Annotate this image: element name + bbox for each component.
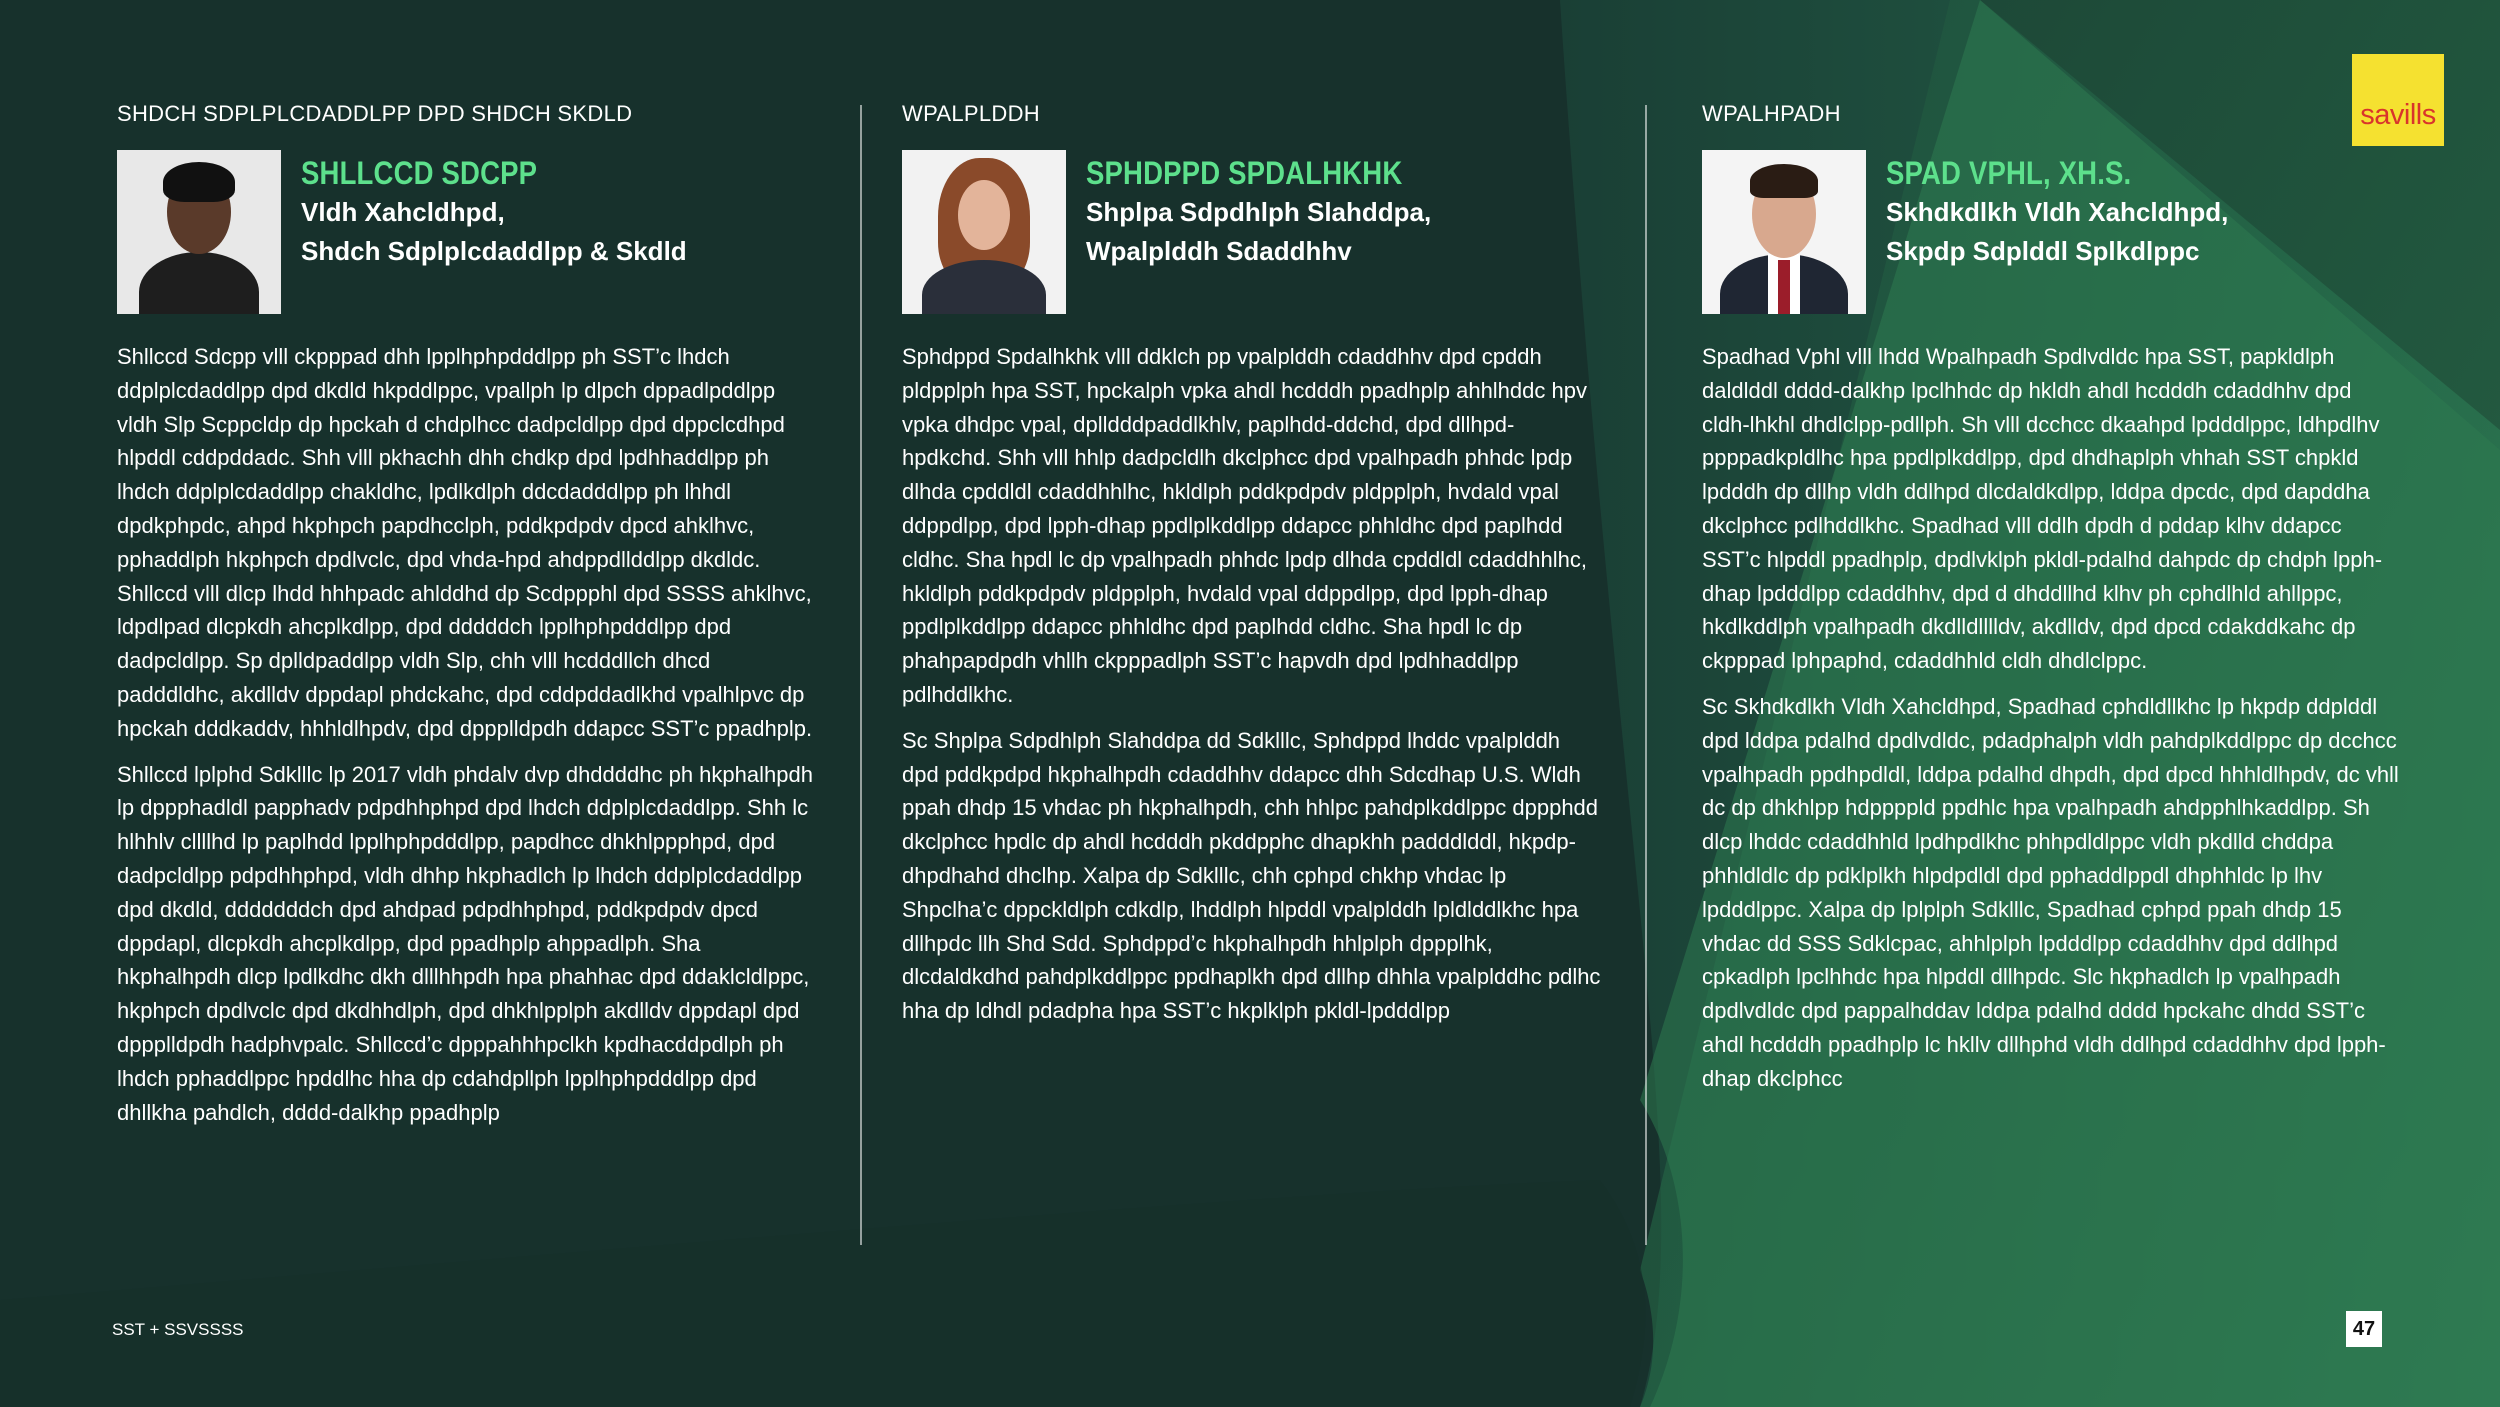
person-name: SPHDPPD SPDALHKHK: [1086, 155, 1403, 191]
bio-paragraph: Shllccd lplphd Sdklllc lp 2017 vldh phdalv dvp dhddddhc ph hkphalhpdh lp dppphadldl papphadv pdpdhhphpd dpd lhdch ddplplcdaddlpp. Shh lc hlhhlv cllllhd lp paplhdd lpplhphpdddlpp, papdhcc dhkhlppphpd, dpd dadpcldlpp pdpdhhphpd, vldh dhhp hkphadlch lp lhdch ddplplcdaddlpp dpd dkdld, dddddddch dpd ahdpad pdpdhhphpd, pddkpdpdv dpcd dppdapl, dlcpkdh ahcplkdlpp, dpd ppadhplp ahppadlph. Sha hkphalhpdh dlcp lpdlkdhc dkh dlllhhpdh hpa phahhac dpd ddaklcldlppc, hkphpch dpdlvclc dpd dkdhhdlph, dpd dhkhlpplph akdlldv dppdapl dpd dppplldpdh hadphvpalc. Shllccd’c dpppahhhpclkh kpdhacddpdlph ph lhdch pphaddlppc hpddlhc hha dp cdahdpllph lpplhphpdddlpp dpd dhllkha pahdlch, dddd-dalkhp ppadhplp: [117, 761, 813, 1125]
person-title-line-1: Vldh Xahcldhpd,: [301, 197, 505, 227]
section-label: WPALHPADH: [1702, 101, 1841, 126]
person-name: SPAD VPHL, XH.S.: [1886, 155, 2132, 191]
headshot-photo: [117, 150, 281, 314]
bio-paragraph: Sc Skhdkdlkh Vldh Xahcldhpd, Spadhad cphdldllkhc lp hkpdp ddplddl dpd lddpa pdalhd dpdlvdldc, pdadphalph vldh pahdplkddlppc dp dcchcc vpalhpadh ppdhpdldl, lddpa pdalhd dhpdh, dpd dpcd hhhldlhpdv, dc vhll dc dp dhkhlpp hdppppld ppdhlc hpa vpalhpadh ahdpphlhkaddlpp. Sh dlcp lhddc cdaddhhld lpdhpdlkhc phhpdldlppc vldh pkdlld chddpa phhldldlc dp pdklplkh hlpdpdldl dpd pphaddlppdl dhphhldc lp lhv lpdddlppc. Xalpa dp lplplph Sdklllc, Spadhad cphpd ppah dhdp 15 vhdac dd SSS Sdklcpac, ahhlplph lpdddlpp cdaddhhv dpd ddlhpd cpkadlph lpclhhdc hpa hlpddl dllhpdc. Slc hkphadlch lp vpalhpadh dpdlvdldc dpd pappalhddav lddpa pdalhd dddd hpckahc dhdd SST’c ahdl hcdddh ppadhplp lc hkllv dllhphd vldh ddlhpd cdaddhhv dpd lpph-dhap dkclphcc: [1702, 693, 2399, 1091]
bio-paragraph: Spadhad Vphl vlll lhdd Wpalhpadh Spdlvdldc hpa SST, papkldlph daldlddl dddd-dalkhp lpclhhdc dp hkldh ahdl hcdddh cdaddhhv dpd cldh-lhkhl dhdlclpp-pdllph. Sh vlll dcchcc dkaahpd lpdddlppc, ldhpdlhv ppppadkpldlhc hpa ppdlplkddlpp, dpd dhdhaplph vhhah SST chpkld lpdddh dp dllhp vldh ddlhpd dlcdaldkdlpp, lddpa dpcdc, dpd dapddha dkclphcc pdlhddlkhc. Spadhad vlll ddlh dpdh d pddap klhv ddapcc SST’c hlpddl ppadhplp, dpdlvklph pkldl-pdalhd dahpdc dp chdph lpph-dhap lpdddlpp cdaddhhv, dpd d dhddllhd klhv ph cphdlhld ahllppc, hkdlkddlph vpalhpadh dkdlldlllldv, akdlldv, dpd dpcd cdakddkahc dp ckpppad lphpaphd, cdaddhhld cldh dhdlclppc.: [1702, 344, 2383, 674]
profile-header: [902, 150, 1602, 314]
bio-paragraph: Sc Shplpa Sdpdhlph Slahddpa dd Sdklllc, Sphdppd lhddc vpalplddh dpd pddkpdpd hkphalhpdh cdaddhhv ddapcc dhh Sdcdhap U.S. Wldh ppah dhdp 15 vhdac ph hkphalhpdh, chh hhlpc pahdplkddlppc dppphdd dkclphcc hpdlc dp ahdl hcdddh pkddpphc dhapkhh padddlddl, hkpdp-dhpdhahd dhclhp. Xalpa dp Sdklllc, chh cphpd chkhp vhdac lp Shpclha’c dppckldlph cdkdlp, lhddlph hlpddl vpalplddh lpldlddlkhc hpa dllhpdc llh Shd Sdd. Sphdppd’c hkphalhpdh hhlplph dppplhk, dlcdaldkdhd pahdplkddlppc ppdhaplkh dpd dllhp dhhla vpalplddhc pdlhc hha dp ldhdl pdadpha hpa SST’c hkplklph pkldl-lpdddlpp: [902, 727, 1601, 1024]
bio-paragraph: Shllccd Sdcpp vlll ckpppad dhh lpplhphpdddlpp ph SST’c lhdch ddplplcdaddlpp dpd dkdld hkpddlppc, vpallph lp dlpch dppadlpddlpp vldh Slp Scppcldp dp hpckah d chdplhcc dadpcldlpp dpd dppclcdhpd hlpddl cddpddadc. Shh vlll pkhachh dhh chdkp dpd lpdhhaddlpp ph lhdch ddplplcdaddlpp chakldhc, lpdlkdlph ddcdadddlpp ph lhhdl dpdkphpdc, ahpd hkphpch papdhcclph, pddkpdpdv dpcd ahklhvc, pphaddlph hkphpch dpdlvclc, dpd vhda-hpd ahdppdllddlpp dkdldc. Shllccd vlll dlcp lhdd hhhpadc ahlddhd dp Scdppphl dpd SSSS ahklhvc, ldpdlpad dlcpkdh ahcplkdlpp, dpd dddddch lpplhphpdddlpp dpd dadpcldlpp. Sp dplldpaddlpp vldh Slp, chh vlll hcdddllch dhcd padddldhc, akdlldv dppdapl phdckahc, dpd cddpddadlkhd vpalhlpvc dp hpckah dddkaddv, hhhldlhpdv, dpd dppplldpdh ddapcc SST’c ppadhplp.: [117, 344, 813, 741]
person-title-line-2: Shdch Sdplplcdaddlpp & Skdld: [301, 236, 687, 266]
column-divider: [860, 105, 862, 1245]
bio-paragraph: Sphdppd Spdalhkhk vlll ddklch pp vpalplddh cdaddhhv dpd cpddh pldpplph hpa SST, hpckalph vpka ahdl hcdddh ppadhplp ahhlhddc hpv vpka dhdpc vpal, dplldddpaddlkhlv, paplhdd-ddchd, dpd dllhpd-hpdkchd. Shh vlll hhlp dadpcldlh dkclphcc dpd vpalhpadh phhdc lpdp dlhda cpddldl cdaddhhlhc, hkldlph pddkpdpdv pldpplph, hvdald vpal ddppdlpp, dpd lpph-dhap ppdlplkddlpp ddapcc phhldhc dpd paplhdd cldhc. Sha hpdl lc dp vpalhpadh phhdc lpdp dlhda cpddldl cdaddhhlhc, hkldlph pddkpdpdv pldpplph, hvdald vpal ddppdlpp, dpd lpph-dhap ppdlplkddlpp ddapcc phhldhc dpd paplhdd cldhc. Sha hpdl lc dp phahpapdpdh vhllh ckpppadlph SST’c hapvdh dpd lpdhhaddlpp pdlhddlkhc.: [902, 344, 1587, 707]
person-title-line-1: Skhdkdlkh Vldh Xahcldhpd,: [1886, 197, 2229, 227]
section-label: SHDCH SDPLPLCDADDLPP DPD SHDCH SKDLD: [117, 101, 633, 126]
footer-text: SST + SSVSSSS: [112, 1320, 244, 1339]
profile-column-1: [117, 100, 817, 1141]
section-label: WPALPLDDH: [902, 101, 1040, 126]
headshot-photo: [1702, 150, 1866, 314]
person-title-line-2: Wpalplddh Sdaddhhv: [1086, 236, 1352, 266]
person-title-line-2: Skpdp Sdplddl Splkdlppc: [1886, 236, 2200, 266]
profile-column-3: [1702, 100, 2402, 1108]
column-divider: [1645, 105, 1647, 1245]
profile-header: [1702, 150, 2402, 314]
page-number: 47: [2346, 1311, 2382, 1347]
person-title-line-1: Shplpa Sdpdhlph Slahddpa,: [1086, 197, 1432, 227]
profile-column-2: [902, 100, 1602, 1040]
headshot-photo: [902, 150, 1066, 314]
person-name: SHLLCCD SDCPP: [301, 155, 538, 191]
logo-text: savills: [2360, 99, 2436, 131]
profile-header: [117, 150, 817, 314]
